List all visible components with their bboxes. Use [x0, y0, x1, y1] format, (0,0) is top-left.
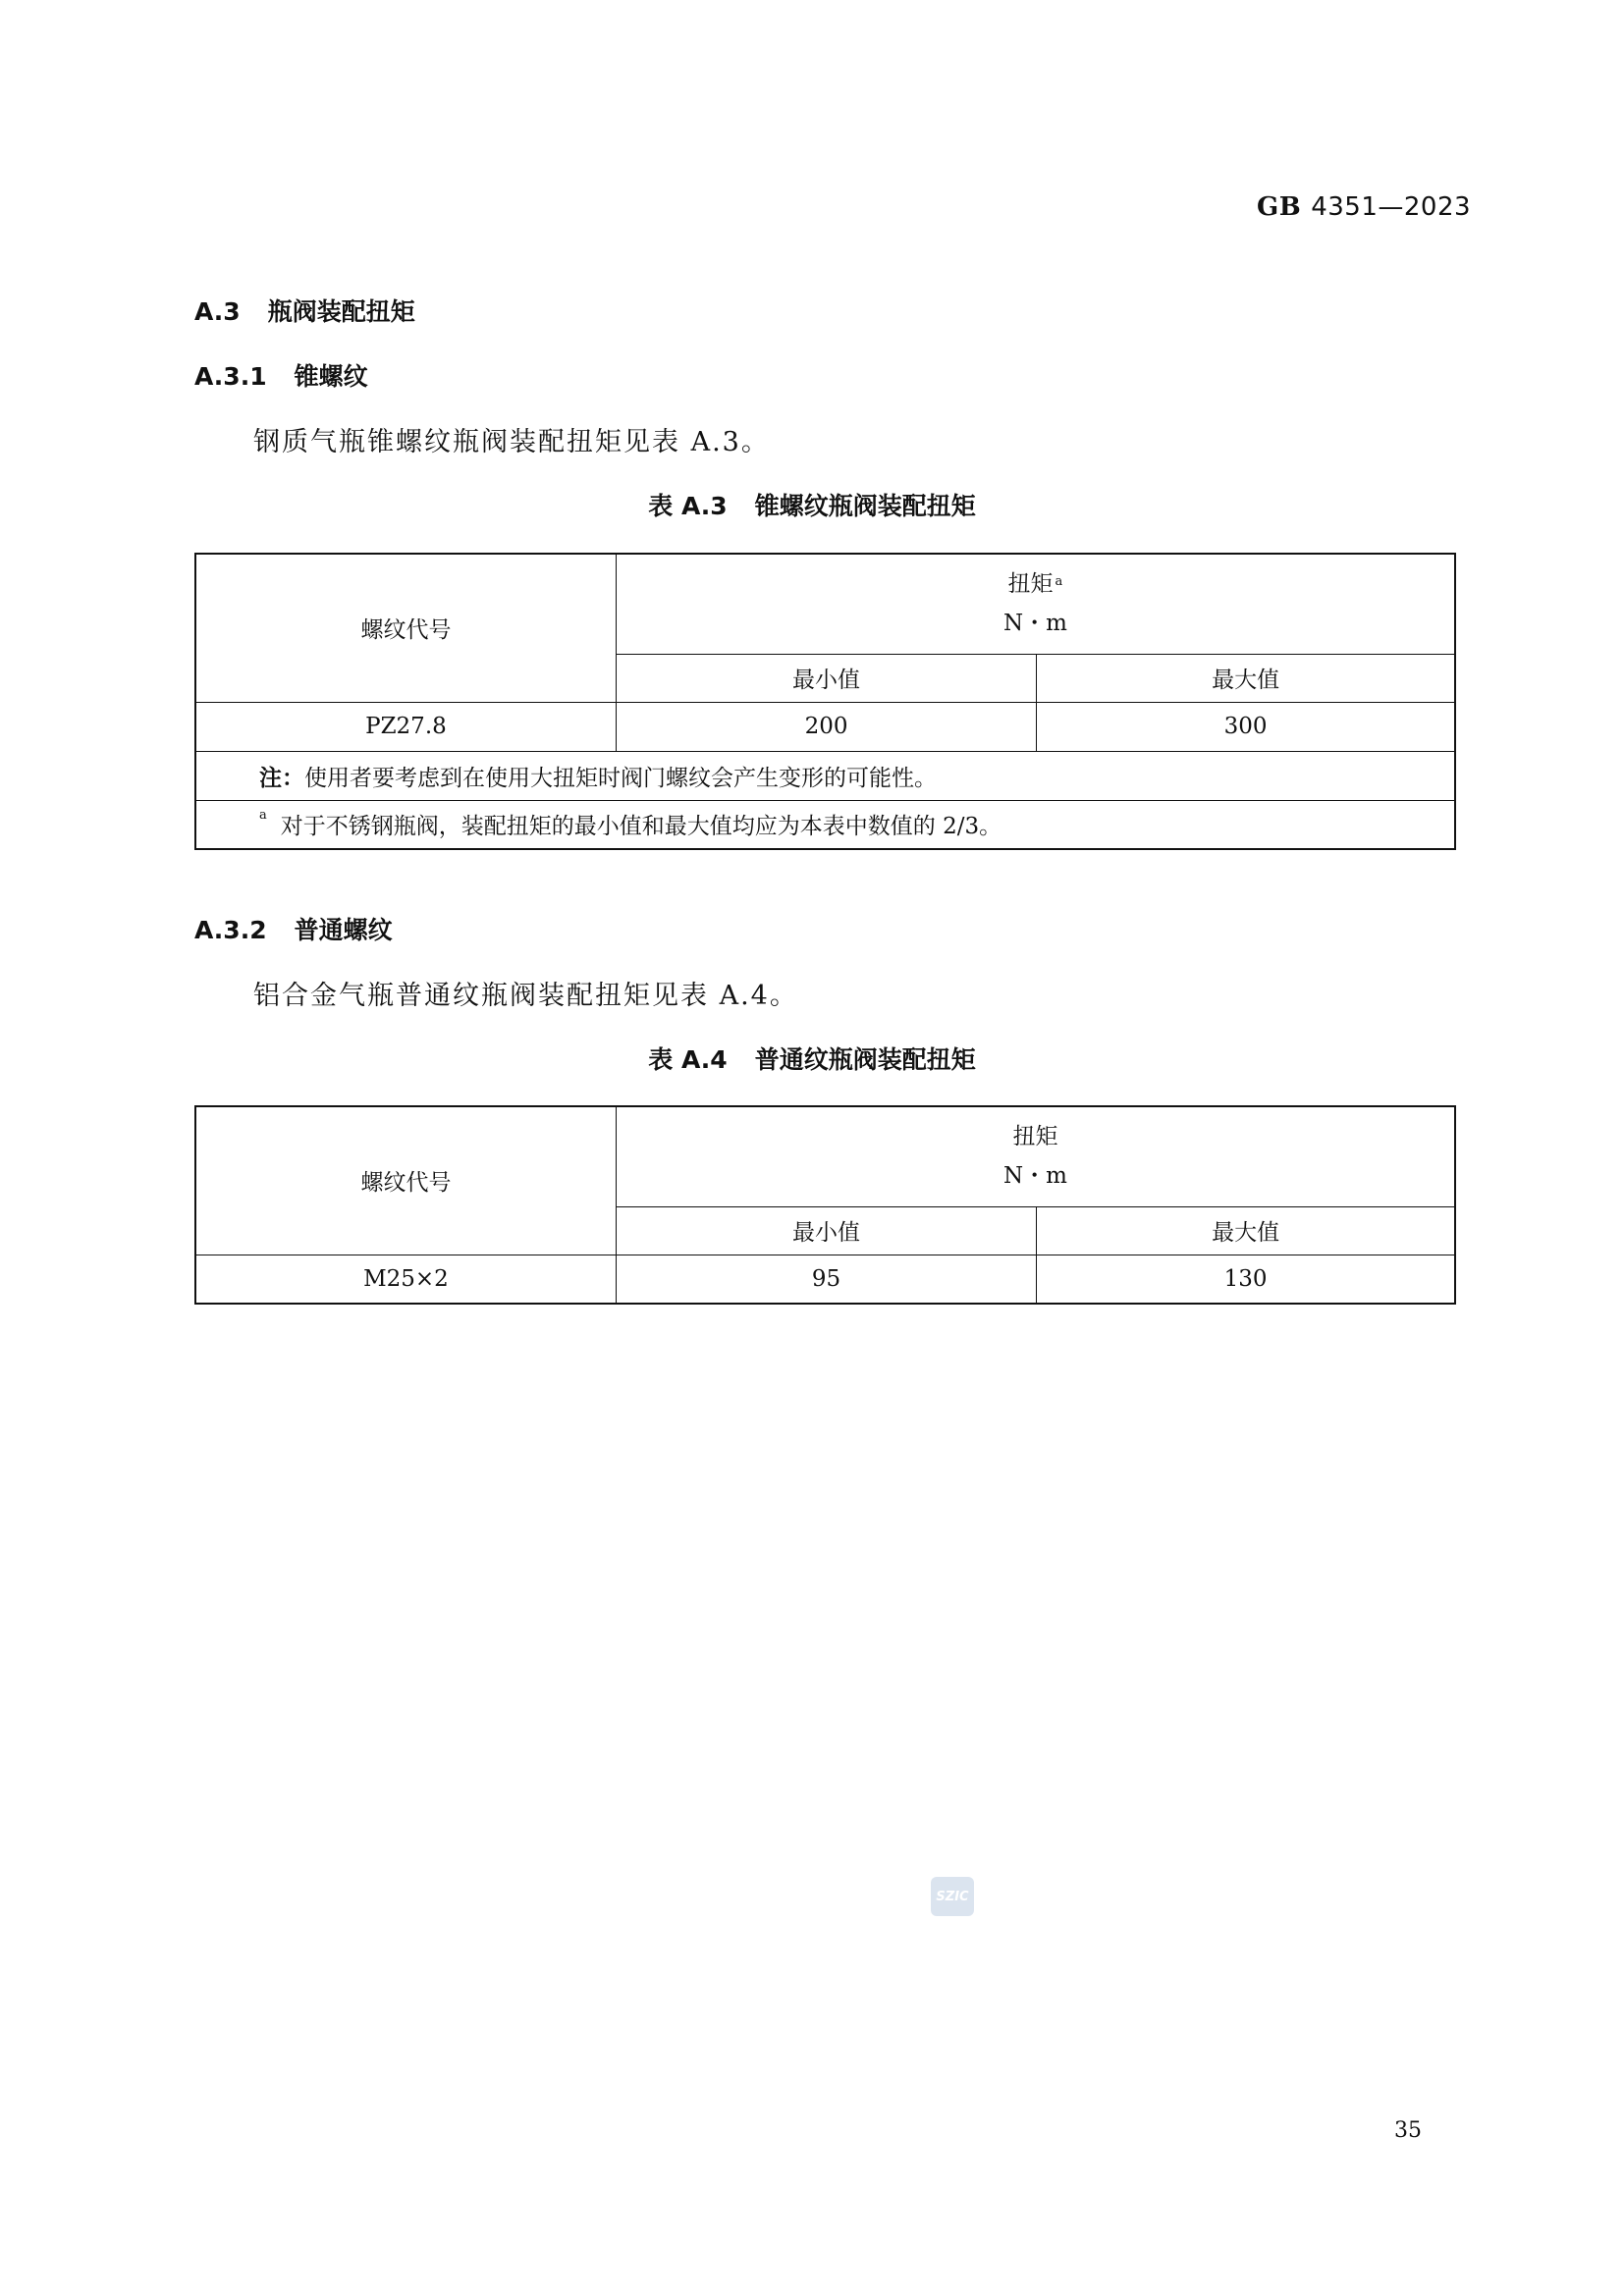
section-heading-a31 — [194, 357, 368, 393]
section-title: 普通螺纹 — [294, 916, 393, 944]
table-caption-title: 锥螺纹瓶阀装配扭矩 — [754, 492, 976, 520]
header-max: 最大值 — [1037, 1206, 1455, 1255]
section-number: A.3.2 — [194, 916, 267, 944]
table-caption-a3 — [0, 487, 1624, 522]
section-number: A.3.1 — [194, 362, 267, 391]
header-max: 最大值 — [1037, 654, 1455, 702]
table-row — [195, 702, 1455, 751]
standard-code: 4351—2023 — [1311, 192, 1472, 222]
header-min: 最小值 — [616, 654, 1036, 702]
header-torque-label: 扭矩 — [1012, 1124, 1058, 1150]
cell-thread-code: M25×2 — [195, 1255, 616, 1304]
section-title: 瓶阀装配扭矩 — [267, 297, 415, 326]
cell-max: 130 — [1037, 1255, 1455, 1304]
cell-thread-code: PZ27.8 — [195, 702, 616, 751]
footnote-mark: a — [259, 808, 267, 824]
table-row — [195, 1255, 1455, 1304]
cell-min: 200 — [616, 702, 1036, 751]
cell-min: 95 — [616, 1255, 1036, 1304]
standard-prefix: GB — [1257, 192, 1302, 222]
footnote-text: 对于不锈钢瓶阀，装配扭矩的最小值和最大值均应为本表中数值的 2/3。 — [280, 814, 1002, 840]
header-min: 最小值 — [616, 1206, 1036, 1255]
note-label: 注： — [259, 765, 304, 791]
header-torque — [616, 1106, 1455, 1206]
header-torque-unit: N・m — [1002, 1163, 1067, 1190]
page-number: 35 — [1394, 2118, 1422, 2143]
note-text: 使用者要考虑到在使用大扭矩时阀门螺纹会产生变形的可能性。 — [304, 765, 937, 791]
header-torque-label: 扭矩 — [1007, 571, 1054, 598]
cell-max: 300 — [1037, 702, 1455, 751]
section-title: 锥螺纹 — [294, 362, 368, 391]
table-a3 — [194, 553, 1456, 850]
table-a4 — [194, 1105, 1456, 1305]
watermark-logo: SZIC — [931, 1877, 974, 1916]
standard-number — [1257, 192, 1471, 222]
table-caption-a4 — [0, 1041, 1624, 1076]
section-heading-a3 — [194, 293, 415, 328]
section-heading-a32 — [194, 911, 393, 946]
section-number: A.3 — [194, 297, 241, 326]
table-caption-number: 表 A.3 — [648, 492, 728, 520]
paragraph-a31: 钢质气瓶锥螺纹瓶阀装配扭矩见表 A.3。 — [253, 427, 770, 457]
footnote-ref: a — [1055, 574, 1063, 590]
header-torque — [616, 554, 1455, 654]
header-thread-code: 螺纹代号 — [195, 554, 616, 702]
paragraph-a32: 铝合金气瓶普通纹瓶阀装配扭矩见表 A.4。 — [253, 981, 798, 1011]
table-note — [195, 751, 1455, 800]
header-torque-unit: N・m — [1002, 611, 1067, 637]
table-caption-number: 表 A.4 — [648, 1045, 728, 1074]
table-footnote — [195, 800, 1455, 849]
table-caption-title: 普通纹瓶阀装配扭矩 — [754, 1045, 976, 1074]
header-thread-code: 螺纹代号 — [195, 1106, 616, 1255]
